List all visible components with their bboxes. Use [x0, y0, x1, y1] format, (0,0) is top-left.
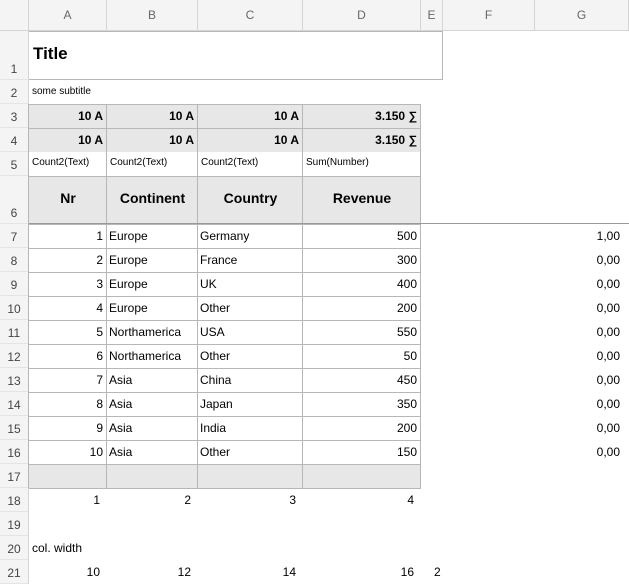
cell-nr[interactable]: 10	[89, 445, 103, 459]
title-box	[29, 31, 443, 80]
col-width-value[interactable]: 2	[434, 565, 441, 579]
aggregation-label: Count2(Text)	[110, 157, 168, 168]
row-header-9[interactable]: 9	[0, 272, 29, 296]
cell-nr[interactable]: 8	[96, 397, 103, 411]
cell-nr[interactable]: 7	[96, 373, 103, 387]
cell-g[interactable]: 0,00	[596, 301, 620, 315]
cell-nr[interactable]: 5	[96, 325, 103, 339]
cell-g[interactable]: 1,00	[596, 229, 620, 243]
cell-continent[interactable]: Asia	[109, 445, 133, 459]
column-index-cell[interactable]: 4	[407, 493, 414, 507]
cell-continent[interactable]: Asia	[109, 373, 133, 387]
cell-country[interactable]: India	[200, 421, 227, 435]
cell-revenue[interactable]: 50	[403, 349, 417, 363]
table-grid-hline	[29, 296, 421, 297]
cell-revenue[interactable]: 300	[396, 253, 417, 267]
table-header-cell[interactable]: Country	[223, 190, 278, 206]
row-header-19[interactable]: 19	[0, 512, 29, 536]
column-header-c[interactable]: C	[198, 0, 303, 31]
row-header-4[interactable]: 4	[0, 128, 29, 152]
cell-continent[interactable]: Europe	[109, 253, 148, 267]
cell-country[interactable]: Other	[200, 301, 231, 315]
table-grid-hline	[29, 488, 421, 489]
cell-g[interactable]: 0,00	[596, 253, 620, 267]
cell-country[interactable]: Germany	[200, 229, 250, 243]
row-header-18[interactable]: 18	[0, 488, 29, 512]
col-width-value[interactable]: 14	[282, 565, 296, 579]
row-header-5[interactable]: 5	[0, 152, 29, 176]
cell-revenue[interactable]: 550	[396, 325, 417, 339]
col-width-value[interactable]: 12	[177, 565, 191, 579]
cell-continent[interactable]: Asia	[109, 421, 133, 435]
cell-revenue[interactable]: 200	[396, 421, 417, 435]
row-header-14[interactable]: 14	[0, 392, 29, 416]
column-header-f[interactable]: F	[443, 0, 535, 31]
row-header-10[interactable]: 10	[0, 296, 29, 320]
total-cell[interactable]: 3.150 ∑	[375, 109, 417, 123]
cell-nr[interactable]: 1	[96, 229, 103, 243]
column-index-cell[interactable]: 1	[93, 493, 100, 507]
table-grid-hline	[29, 224, 421, 225]
row-header-2[interactable]: 2	[0, 80, 29, 104]
total-cell[interactable]: 10 A	[78, 133, 103, 147]
cell-nr[interactable]: 2	[96, 253, 103, 267]
total-cell[interactable]: 10 A	[169, 109, 194, 123]
sheet-subtitle: some subtitle	[32, 86, 91, 97]
cell-g[interactable]: 0,00	[596, 325, 620, 339]
cell-country[interactable]: China	[200, 373, 232, 387]
cell-nr[interactable]: 6	[96, 349, 103, 363]
total-cell[interactable]: 10 A	[169, 133, 194, 147]
column-index-cell[interactable]: 3	[289, 493, 296, 507]
col-width-value[interactable]: 10	[86, 565, 100, 579]
cell-nr[interactable]: 4	[96, 301, 103, 315]
cell-continent[interactable]: Europe	[109, 277, 148, 291]
cell-g[interactable]: 0,00	[596, 445, 620, 459]
header-bottom-line	[29, 223, 629, 224]
sheet-title: Title	[33, 44, 68, 63]
cell-nr[interactable]: 9	[96, 421, 103, 435]
column-header-b[interactable]: B	[107, 0, 198, 31]
table-grid-hline	[29, 320, 421, 321]
cell-revenue[interactable]: 500	[396, 229, 417, 243]
total-cell[interactable]: 10 A	[78, 109, 103, 123]
row-header-8[interactable]: 8	[0, 248, 29, 272]
table-header-cell[interactable]: Revenue	[332, 190, 392, 206]
row-header-11[interactable]: 11	[0, 320, 29, 344]
table-grid-hline	[29, 128, 421, 129]
cell-continent[interactable]: Asia	[109, 397, 133, 411]
column-header-d[interactable]: D	[303, 0, 421, 31]
cell-continent[interactable]: Northamerica	[109, 349, 182, 363]
table-grid-hline	[29, 176, 421, 177]
cell-g[interactable]: 0,00	[596, 373, 620, 387]
cell-g[interactable]: 0,00	[596, 277, 620, 291]
row-header-13[interactable]: 13	[0, 368, 29, 392]
cell-country[interactable]: Other	[200, 349, 231, 363]
cell-revenue[interactable]: 450	[396, 373, 417, 387]
table-grid-hline	[29, 416, 421, 417]
cell-country[interactable]: Japan	[200, 397, 233, 411]
cell-g[interactable]: 0,00	[596, 421, 620, 435]
cell-continent[interactable]: Europe	[109, 301, 148, 315]
cell-g[interactable]: 0,00	[596, 349, 620, 363]
total-cell[interactable]: 10 A	[274, 133, 299, 147]
empty-grey-band	[29, 464, 421, 488]
row-header-21[interactable]: 21	[0, 560, 29, 584]
row-header-16[interactable]: 16	[0, 440, 29, 464]
cell-country[interactable]: USA	[200, 325, 225, 339]
row-header-6[interactable]: 6	[0, 176, 29, 224]
aggregation-label: Count2(Text)	[32, 157, 90, 168]
column-header-a[interactable]: A	[29, 0, 107, 31]
cell-nr[interactable]: 3	[96, 277, 103, 291]
table-grid-hline	[29, 392, 421, 393]
row-header-15[interactable]: 15	[0, 416, 29, 440]
table-grid-hline	[29, 464, 421, 465]
cell-revenue[interactable]: 400	[396, 277, 417, 291]
column-header-e[interactable]: E	[421, 0, 443, 31]
cell-revenue[interactable]: 150	[396, 445, 417, 459]
cell-continent[interactable]: Europe	[109, 229, 148, 243]
select-all-corner[interactable]	[0, 0, 29, 31]
cell-continent[interactable]: Northamerica	[109, 325, 182, 339]
cell-revenue[interactable]: 200	[396, 301, 417, 315]
total-cell[interactable]: 10 A	[274, 109, 299, 123]
row-header-20[interactable]: 20	[0, 536, 29, 560]
cell-revenue[interactable]: 350	[396, 397, 417, 411]
row-header-3[interactable]: 3	[0, 104, 29, 128]
cell-g[interactable]: 0,00	[596, 397, 620, 411]
aggregation-label: Sum(Number)	[306, 157, 369, 168]
aggregation-label: Count2(Text)	[201, 157, 259, 168]
row-header-17[interactable]: 17	[0, 464, 29, 488]
table-grid-hline	[29, 368, 421, 369]
col-width-value[interactable]: 16	[400, 565, 414, 579]
cell-country[interactable]: UK	[200, 277, 217, 291]
table-grid-hline	[29, 104, 421, 105]
table-grid-hline	[29, 248, 421, 249]
column-header-g[interactable]: G	[535, 0, 629, 31]
table-grid-hline	[29, 272, 421, 273]
table-header-cell[interactable]: Nr	[60, 190, 76, 206]
col-width-label: col. width	[32, 541, 83, 555]
row-header-1[interactable]: 1	[0, 31, 29, 80]
column-index-cell[interactable]: 2	[184, 493, 191, 507]
row-header-7[interactable]: 7	[0, 224, 29, 248]
cell-country[interactable]: France	[200, 253, 238, 267]
table-header-cell[interactable]: Continent	[119, 190, 186, 206]
table-grid-hline	[29, 344, 421, 345]
total-cell[interactable]: 3.150 ∑	[375, 133, 417, 147]
row-header-12[interactable]: 12	[0, 344, 29, 368]
table-grid-hline	[29, 440, 421, 441]
cell-country[interactable]: Other	[200, 445, 231, 459]
